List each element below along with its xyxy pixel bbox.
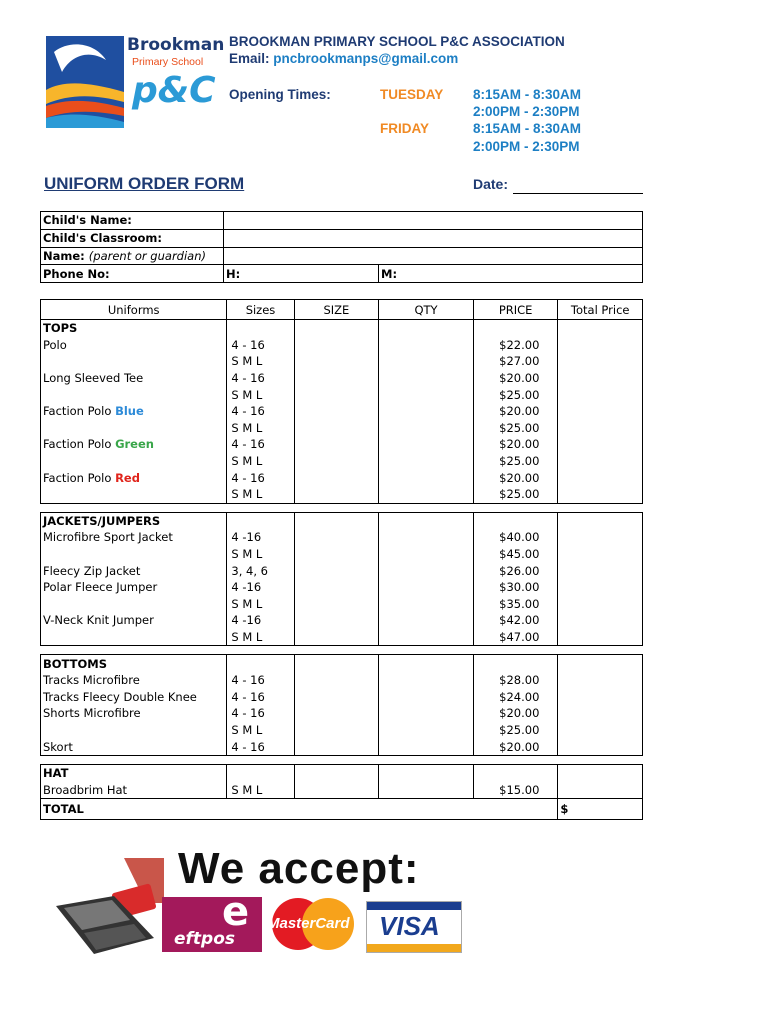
- parent-name-label: [41, 247, 224, 265]
- size-entry-field[interactable]: [294, 486, 379, 503]
- total-price-field[interactable]: [558, 486, 643, 503]
- size-entry-field[interactable]: [294, 403, 379, 420]
- header-price: PRICE: [473, 300, 558, 320]
- time-tuesday-pm: 2:00PM - 2:30PM: [473, 104, 580, 119]
- item-sizes: 3, 4, 6: [227, 562, 294, 579]
- total-price-field[interactable]: [558, 596, 643, 613]
- mastercard-text: MasterCard: [267, 915, 350, 932]
- table-row: [41, 672, 643, 689]
- table-row: [41, 486, 643, 503]
- item-label: Long Sleeved Tee: [43, 371, 144, 386]
- qty-entry-field[interactable]: [379, 386, 474, 403]
- item-sizes: 4 - 16: [227, 436, 294, 453]
- header-total-price: Total Price: [558, 300, 643, 320]
- qty-entry-field[interactable]: [379, 764, 474, 781]
- phone-home-field[interactable]: H:: [224, 265, 379, 283]
- eftpos-logo: [162, 889, 262, 952]
- table-row: [41, 337, 643, 354]
- item-price: $42.00: [473, 612, 558, 629]
- item-name: Broadbrim Hat: [41, 781, 227, 798]
- childs-classroom-label: Child's Classroom:: [41, 229, 224, 247]
- item-sizes: 4 - 16: [227, 738, 294, 755]
- total-price-field[interactable]: [558, 722, 643, 739]
- school-logo: [44, 32, 224, 130]
- total-price-field[interactable]: [558, 370, 643, 387]
- table-row: [41, 781, 643, 798]
- header-qty: QTY: [379, 300, 474, 320]
- qty-entry-field[interactable]: [379, 403, 474, 420]
- item-sizes: 4 - 16: [227, 469, 294, 486]
- size-entry-field[interactable]: [294, 512, 379, 529]
- email-label: Email:: [229, 51, 270, 66]
- item-price: $35.00: [473, 596, 558, 613]
- table-row: [41, 436, 643, 453]
- item-label: Polo: [43, 337, 67, 352]
- item-name: [41, 629, 227, 646]
- table-row: [41, 403, 643, 420]
- total-amount-field[interactable]: $: [558, 799, 643, 820]
- table-row: [41, 546, 643, 563]
- size-entry-field[interactable]: [294, 688, 379, 705]
- size-entry-field[interactable]: [294, 320, 379, 337]
- total-price-field[interactable]: [558, 529, 643, 546]
- item-sizes: S M L: [227, 781, 294, 798]
- total-row: [41, 799, 643, 820]
- total-price-field[interactable]: [558, 469, 643, 486]
- item-name: [41, 420, 227, 437]
- item-price: $30.00: [473, 579, 558, 596]
- size-entry-field[interactable]: [294, 420, 379, 437]
- size-entry-field[interactable]: [294, 722, 379, 739]
- qty-entry-field[interactable]: [379, 512, 474, 529]
- table-row: [41, 370, 643, 387]
- qty-entry-field[interactable]: [379, 655, 474, 672]
- section-hat: [41, 764, 643, 781]
- size-entry-field[interactable]: [294, 453, 379, 470]
- total-price-field[interactable]: [558, 579, 643, 596]
- gap-cell: [41, 503, 643, 512]
- size-entry-field[interactable]: [294, 386, 379, 403]
- item-name: [41, 403, 227, 420]
- size-entry-field[interactable]: [294, 546, 379, 563]
- size-entry-field[interactable]: [294, 579, 379, 596]
- eftpos-letter: e: [222, 889, 250, 935]
- size-entry-field[interactable]: [294, 612, 379, 629]
- item-price: [473, 764, 558, 781]
- size-entry-field[interactable]: [294, 436, 379, 453]
- qty-entry-field[interactable]: [379, 546, 474, 563]
- item-price: [473, 512, 558, 529]
- qty-entry-field[interactable]: [379, 529, 474, 546]
- visa-logo: [366, 901, 462, 953]
- item-name: [41, 486, 227, 503]
- qty-entry-field[interactable]: [379, 596, 474, 613]
- total-price-field[interactable]: [558, 764, 643, 781]
- item-price: $25.00: [473, 453, 558, 470]
- item-price: [473, 320, 558, 337]
- item-sizes: S M L: [227, 722, 294, 739]
- item-sizes: S M L: [227, 546, 294, 563]
- item-price: $15.00: [473, 781, 558, 798]
- item-color: Red: [115, 470, 140, 485]
- item-price: $20.00: [473, 370, 558, 387]
- total-price-field[interactable]: [558, 672, 643, 689]
- item-sizes: 4 -16: [227, 579, 294, 596]
- opening-times-label: Opening Times:: [229, 87, 331, 102]
- total-price-field[interactable]: [558, 688, 643, 705]
- qty-entry-field[interactable]: [379, 579, 474, 596]
- item-name: [41, 337, 227, 354]
- email-line: [229, 51, 458, 66]
- time-friday-pm: 2:00PM - 2:30PM: [473, 139, 580, 154]
- item-name: Shorts Microfibre: [41, 705, 227, 722]
- section-gap: [41, 755, 643, 764]
- size-entry-field[interactable]: [294, 353, 379, 370]
- item-sizes: S M L: [227, 486, 294, 503]
- header-size: SIZE: [294, 300, 379, 320]
- item-color: Blue: [115, 404, 144, 419]
- table-row: [41, 353, 643, 370]
- eftpos-text: eftpos: [174, 929, 236, 949]
- section-bottoms: [41, 655, 643, 672]
- item-sizes: 4 - 16: [227, 337, 294, 354]
- total-price-field[interactable]: [558, 562, 643, 579]
- item-name: [41, 386, 227, 403]
- day-friday: FRIDAY: [380, 121, 430, 136]
- total-price-field[interactable]: [558, 738, 643, 755]
- item-price: $45.00: [473, 546, 558, 563]
- size-entry-field[interactable]: [294, 337, 379, 354]
- item-price: $25.00: [473, 420, 558, 437]
- item-sizes: S M L: [227, 629, 294, 646]
- item-price: $20.00: [473, 705, 558, 722]
- uniform-order-table: [40, 299, 643, 820]
- qty-entry-field[interactable]: [379, 353, 474, 370]
- size-entry-field[interactable]: [294, 529, 379, 546]
- item-name: [41, 546, 227, 563]
- table-row: [41, 629, 643, 646]
- item-price: $27.00: [473, 353, 558, 370]
- total-price-field[interactable]: [558, 403, 643, 420]
- table-row: [41, 469, 643, 486]
- we-accept-heading: We accept:: [178, 844, 420, 893]
- visa-text: VISA: [379, 911, 440, 941]
- total-price-field[interactable]: [558, 781, 643, 798]
- day-tuesday: TUESDAY: [380, 87, 444, 102]
- item-name: [41, 596, 227, 613]
- qty-entry-field[interactable]: [379, 370, 474, 387]
- name-hint: (parent or guardian): [88, 248, 206, 263]
- item-name: Fleecy Zip Jacket: [41, 562, 227, 579]
- item-sizes: S M L: [227, 420, 294, 437]
- name-label-text: Name:: [43, 248, 85, 263]
- qty-entry-field[interactable]: [379, 629, 474, 646]
- table-row: [41, 562, 643, 579]
- item-sizes: 4 - 16: [227, 672, 294, 689]
- section-label-jackets: JACKETS/JUMPERS: [41, 512, 227, 529]
- header-uniforms: Uniforms: [41, 300, 227, 320]
- item-price: $25.00: [473, 486, 558, 503]
- total-price-field[interactable]: [558, 655, 643, 672]
- table-row: [41, 596, 643, 613]
- section-tops: [41, 320, 643, 337]
- qty-entry-field[interactable]: [379, 453, 474, 470]
- item-sizes: S M L: [227, 386, 294, 403]
- item-color: Green: [115, 437, 154, 452]
- item-price: $28.00: [473, 672, 558, 689]
- qty-entry-field[interactable]: [379, 486, 474, 503]
- logo-school: Primary School: [132, 56, 204, 68]
- item-sizes: 4 - 16: [227, 688, 294, 705]
- table-row: [41, 453, 643, 470]
- qty-entry-field[interactable]: [379, 705, 474, 722]
- item-name: [41, 370, 227, 387]
- item-name: Skort: [41, 738, 227, 755]
- contact-info-table: [40, 211, 643, 283]
- size-entry-field[interactable]: [294, 781, 379, 798]
- item-price: $22.00: [473, 337, 558, 354]
- qty-entry-field[interactable]: [379, 781, 474, 798]
- total-price-field[interactable]: [558, 320, 643, 337]
- item-price: $20.00: [473, 403, 558, 420]
- email-address[interactable]: pncbrookmanps@gmail.com: [273, 51, 459, 66]
- qty-entry-field[interactable]: [379, 337, 474, 354]
- total-price-field[interactable]: [558, 512, 643, 529]
- total-price-field[interactable]: [558, 629, 643, 646]
- section-gap: [41, 646, 643, 655]
- item-price: $40.00: [473, 529, 558, 546]
- phone-label: Phone No:: [41, 265, 224, 283]
- time-friday-am: 8:15AM - 8:30AM: [473, 121, 582, 136]
- date-label: Date:: [473, 176, 509, 192]
- table-row: [41, 738, 643, 755]
- section-label-bottoms: BOTTOMS: [41, 655, 227, 672]
- item-price: $26.00: [473, 562, 558, 579]
- qty-entry-field[interactable]: [379, 562, 474, 579]
- size-entry-field[interactable]: [294, 705, 379, 722]
- total-label: TOTAL: [41, 799, 558, 820]
- table-row: [41, 688, 643, 705]
- item-name: [41, 353, 227, 370]
- header-sizes: Sizes: [227, 300, 294, 320]
- item-price: $25.00: [473, 386, 558, 403]
- item-name: [41, 453, 227, 470]
- qty-entry-field[interactable]: [379, 738, 474, 755]
- childs-name-field[interactable]: [224, 212, 643, 230]
- qty-entry-field[interactable]: [379, 320, 474, 337]
- item-sizes: [227, 512, 294, 529]
- item-price: $20.00: [473, 469, 558, 486]
- total-price-field[interactable]: [558, 453, 643, 470]
- table-row: [41, 612, 643, 629]
- total-price-field[interactable]: [558, 386, 643, 403]
- item-name: V-Neck Knit Jumper: [41, 612, 227, 629]
- item-label: Faction Polo: [43, 470, 112, 485]
- item-name: [41, 436, 227, 453]
- total-price-field[interactable]: [558, 705, 643, 722]
- qty-entry-field[interactable]: [379, 420, 474, 437]
- total-price-field[interactable]: [558, 436, 643, 453]
- item-sizes: 4 -16: [227, 529, 294, 546]
- item-label: Faction Polo: [43, 437, 112, 452]
- parent-name-field[interactable]: [224, 247, 643, 265]
- item-price: [473, 655, 558, 672]
- section-label-tops: TOPS: [41, 320, 227, 337]
- childs-name-label: Child's Name:: [41, 212, 224, 230]
- gap-cell: [41, 755, 643, 764]
- item-sizes: [227, 655, 294, 672]
- total-price-field[interactable]: [558, 546, 643, 563]
- item-sizes: S M L: [227, 353, 294, 370]
- item-price: $20.00: [473, 738, 558, 755]
- item-label: Faction Polo: [43, 404, 112, 419]
- date-field[interactable]: [513, 193, 643, 194]
- item-price: $20.00: [473, 436, 558, 453]
- item-price: $25.00: [473, 722, 558, 739]
- time-tuesday-am: 8:15AM - 8:30AM: [473, 87, 582, 102]
- item-name: Tracks Microfibre: [41, 672, 227, 689]
- item-name: [41, 722, 227, 739]
- item-sizes: S M L: [227, 596, 294, 613]
- size-entry-field[interactable]: [294, 672, 379, 689]
- table-row: [41, 722, 643, 739]
- size-entry-field[interactable]: [294, 370, 379, 387]
- size-entry-field[interactable]: [294, 655, 379, 672]
- table-row: [41, 529, 643, 546]
- size-entry-field[interactable]: [294, 469, 379, 486]
- logo-pc: p&C: [132, 70, 216, 111]
- association-title: BROOKMAN PRIMARY SCHOOL P&C ASSOCIATION: [229, 34, 565, 49]
- size-entry-field[interactable]: [294, 629, 379, 646]
- item-sizes: 4 - 16: [227, 705, 294, 722]
- table-row: [41, 420, 643, 437]
- item-name: Polar Fleece Jumper: [41, 579, 227, 596]
- item-name: [41, 469, 227, 486]
- table-row: [41, 386, 643, 403]
- item-price: $24.00: [473, 688, 558, 705]
- phone-mobile-field[interactable]: M:: [379, 265, 643, 283]
- qty-entry-field[interactable]: [379, 436, 474, 453]
- logo-name: Brookman: [127, 35, 225, 55]
- qty-entry-field[interactable]: [379, 722, 474, 739]
- item-sizes: 4 - 16: [227, 403, 294, 420]
- size-entry-field[interactable]: [294, 738, 379, 755]
- size-entry-field[interactable]: [294, 764, 379, 781]
- card-terminal-image: [54, 858, 164, 958]
- size-entry-field[interactable]: [294, 596, 379, 613]
- item-sizes: [227, 320, 294, 337]
- qty-entry-field[interactable]: [379, 469, 474, 486]
- section-label-hat: HAT: [41, 764, 227, 781]
- qty-entry-field[interactable]: [379, 672, 474, 689]
- section-gap: [41, 503, 643, 512]
- item-sizes: 4 -16: [227, 612, 294, 629]
- childs-classroom-field[interactable]: [224, 229, 643, 247]
- table-row: [41, 705, 643, 722]
- item-name: Tracks Fleecy Double Knee: [41, 688, 227, 705]
- item-sizes: S M L: [227, 453, 294, 470]
- item-sizes: [227, 764, 294, 781]
- total-price-field[interactable]: [558, 353, 643, 370]
- item-price: $47.00: [473, 629, 558, 646]
- total-price-field[interactable]: [558, 612, 643, 629]
- size-entry-field[interactable]: [294, 562, 379, 579]
- form-title: UNIFORM ORDER FORM: [44, 174, 245, 193]
- mastercard-logo: [264, 897, 362, 952]
- total-price-field[interactable]: [558, 420, 643, 437]
- qty-entry-field[interactable]: [379, 688, 474, 705]
- gap-cell: [41, 646, 643, 655]
- section-jackets: [41, 512, 643, 529]
- item-name: Microfibre Sport Jacket: [41, 529, 227, 546]
- total-price-field[interactable]: [558, 337, 643, 354]
- qty-entry-field[interactable]: [379, 612, 474, 629]
- table-row: [41, 579, 643, 596]
- item-sizes: 4 - 16: [227, 370, 294, 387]
